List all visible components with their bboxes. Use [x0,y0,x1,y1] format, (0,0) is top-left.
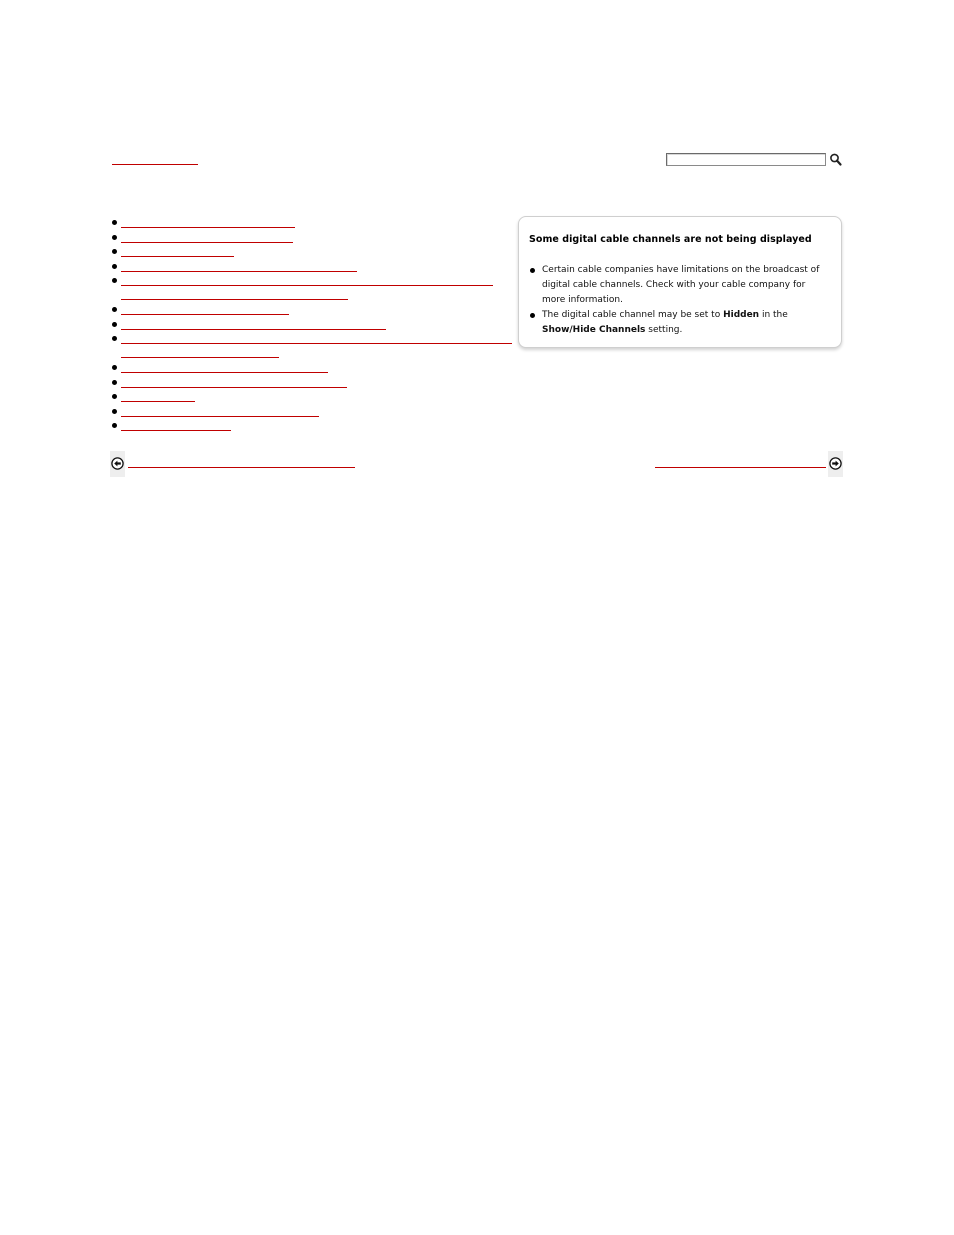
list-item [112,274,121,303]
note-title: Some digital cable channels are not being displayed [529,234,812,245]
bullet-icon [112,249,117,254]
topic-link[interactable] [121,386,347,388]
topic-link[interactable] [121,241,293,243]
search-input[interactable] [666,153,826,166]
topic-link[interactable] [121,400,195,402]
list-item [112,318,121,333]
bullet-icon [112,264,117,269]
topic-link[interactable] [121,342,512,344]
topic-link[interactable] [121,255,234,257]
topic-link[interactable] [121,415,319,417]
next-page-link[interactable] [655,466,826,468]
search-button[interactable] [829,152,843,168]
note-item-prefix: The digital cable channel may be set to [542,310,724,320]
bullet-icon [112,307,117,312]
note-item-middle: in the [759,310,788,320]
note-list [529,263,829,338]
list-item [112,361,121,376]
bullet-icon [112,322,117,327]
next-page-button[interactable] [828,451,843,477]
bullet-icon [530,268,535,273]
list-item [112,405,121,420]
topic-link[interactable] [121,270,357,272]
topic-link-list [112,216,121,434]
list-item [112,419,121,434]
bullet-icon [112,380,117,385]
bullet-icon [112,394,117,399]
list-item [112,245,121,260]
topic-link[interactable] [121,284,493,286]
topic-link[interactable] [121,313,289,315]
note-item-suffix: setting. [645,325,683,335]
bullet-icon [530,313,535,318]
list-item [112,332,121,361]
topic-link[interactable] [121,429,231,431]
list-item [112,376,121,391]
top-link[interactable] [112,158,198,164]
top-link-underline [112,163,198,165]
topic-link-continued[interactable] [121,298,348,300]
topic-link-continued[interactable] [121,356,279,358]
note-item-text: Certain cable companies have limitations on the broadcast of digital cable channels. Check with your cable company for more information. [542,265,820,305]
show-hide-channels-label: Show/Hide Channels [542,325,646,335]
note-item [529,263,829,308]
arrow-left-circle-icon [111,457,124,470]
topic-link[interactable] [121,328,386,330]
troubleshooting-note-box [518,216,842,348]
topic-link[interactable] [121,371,328,373]
topic-link[interactable] [121,226,295,228]
arrow-right-circle-icon [829,457,842,470]
list-item [112,216,121,231]
note-item [529,308,829,338]
bullet-icon [112,365,117,370]
search-icon [829,152,843,168]
bullet-icon [112,423,117,428]
list-item [112,303,121,318]
bullet-icon [112,278,117,283]
bullet-icon [112,336,117,341]
bullet-icon [112,235,117,240]
bullet-icon [112,220,117,225]
hidden-setting-label: Hidden [723,310,760,320]
previous-page-link[interactable] [128,466,355,468]
previous-page-button[interactable] [110,451,125,477]
list-item [112,231,121,246]
list-item [112,390,121,405]
list-item [112,260,121,275]
bullet-icon [112,409,117,414]
